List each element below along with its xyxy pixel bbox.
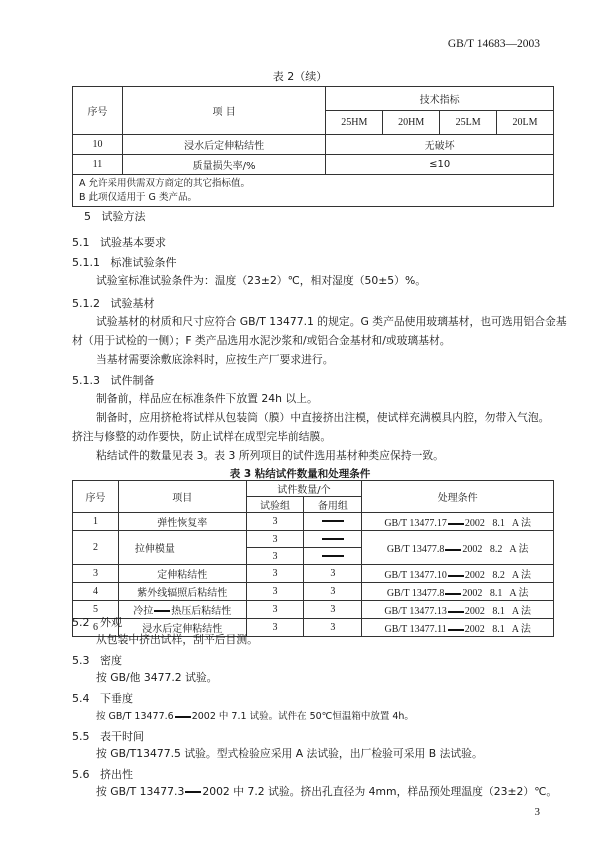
cond-std: GB/T 13477.17 (384, 518, 447, 529)
table3-row-item: 弹性恢复率 (118, 513, 246, 531)
section-title: 下垂度 (100, 692, 133, 705)
paragraph-5-5: 按 GB/T13477.5 试验。型式检验应采用 A 法试验，出厂检验可采用 B 法试验。 (96, 747, 483, 760)
paragraph-5-1-2-line3: 当基材需要涂敷底涂料时，应按生产厂要求进行。 (96, 353, 334, 366)
table2-row-value: ≤10 (326, 155, 554, 175)
section-5-4-heading (72, 690, 133, 706)
cond-clause: 8.2 (489, 544, 503, 555)
section-number: 5.1.1 (72, 256, 100, 269)
dash-mark (448, 575, 464, 577)
table3-caption: 表 3 粘结试件数量和处理条件 (229, 468, 371, 480)
table3-row-spare (304, 513, 362, 531)
section-5-heading (84, 208, 146, 224)
cond-method: A 法 (511, 570, 532, 581)
table-row (73, 135, 554, 155)
table3-row-spare (304, 548, 362, 565)
table2-grade: 20HM (383, 111, 440, 135)
section-5-5-heading (72, 728, 144, 744)
table-row (73, 155, 554, 175)
table2-header-item: 项 目 (122, 87, 325, 135)
table2-row-item: 质量损失率/% (122, 155, 325, 175)
table-row (73, 513, 554, 531)
paragraph-5-1-1 (96, 273, 426, 288)
dash-mark (322, 555, 344, 557)
paragraph-5-3: 按 GB/他 3477.2 试验。 (96, 671, 218, 684)
table3-row-no: 2 (73, 531, 119, 565)
table3-header-spare: 备用组 (304, 497, 362, 513)
section-number: 5.1 (72, 236, 90, 249)
table3-row-cond (362, 531, 554, 565)
section-title: 试验基材 (110, 297, 155, 310)
table2-note: B 此项仅适用于 G 类产品。 (79, 191, 197, 203)
section-title: 标准试验条件 (110, 256, 177, 269)
dash-mark (322, 538, 344, 540)
cond-std: GB/T 13477.10 (384, 570, 447, 581)
table2-grade: 25LM (440, 111, 497, 135)
cond-year: 2002 (462, 588, 483, 599)
table3-row-cond (362, 565, 554, 583)
dash-mark (448, 523, 464, 525)
section-5-6-heading (72, 766, 133, 782)
table3-row-test: 3 (246, 601, 304, 619)
table3-row-cond (362, 601, 554, 619)
dash-mark (445, 593, 461, 595)
table3-row-cond (362, 619, 554, 637)
section-5-1-2-heading (72, 295, 155, 311)
table3-row-no: 5 (73, 601, 119, 619)
table3-row-test: 3 (246, 513, 304, 531)
section-number: 5.6 (72, 768, 90, 781)
paragraph-5-2: 从包装中挤出试样，刮平后目测。 (96, 633, 258, 646)
text-span: 按 GB/T 13477.6 (96, 711, 174, 722)
paragraph-5-6 (96, 784, 557, 799)
cond-method: A 法 (509, 544, 529, 555)
table2-grade: 25HM (326, 111, 383, 135)
item-part: 热压后粘结性 (171, 606, 232, 617)
paragraph-5-1-3-line4: 粘结试件的数量见表 3。表 3 所列项目的试件选用基材种类应保持一致。 (96, 449, 444, 462)
cond-clause: 8.1 (492, 518, 505, 529)
table3-header-cond: 处理条件 (362, 481, 554, 513)
section-number: 5.5 (72, 730, 90, 743)
section-5-1-3-heading (72, 372, 155, 388)
paragraph-5-1-3-line2: 制备时，应用挤枪将试样从包装筒（膜）中直接挤出注模，使试样充满模具内腔，勿带入气泡。 (96, 411, 550, 424)
section-number: 5 (84, 210, 91, 223)
table3-row-test: 3 (246, 548, 304, 565)
section-title: 外观 (100, 616, 122, 629)
dash-mark (322, 520, 344, 522)
section-number: 5.2 (72, 616, 90, 629)
table3-header-count: 试件数量/个 (246, 481, 362, 497)
table-row (73, 531, 554, 548)
table-row (73, 565, 554, 583)
section-number: 5.4 (72, 692, 90, 705)
section-title: 试验方法 (101, 210, 146, 223)
cond-clause: 8.1 (492, 606, 505, 617)
table3-header-no: 序号 (73, 481, 119, 513)
table2-header-spec: 技术指标 (326, 87, 554, 111)
cond-clause: 8.2 (492, 570, 505, 581)
text-span: 2002 中 7.2 试验。挤出孔直径为 4mm，样品预处理温度（23±2）℃。 (202, 785, 558, 798)
dash-mark (154, 610, 170, 612)
cond-year: 2002 (464, 518, 485, 529)
paragraph-5-1-3-line3: 挤注与修整的动作要快，防止试样在成型完毕前结膜。 (72, 430, 332, 443)
table3-row-item (118, 601, 246, 619)
table3-row-spare (304, 531, 362, 548)
paragraph-5-1-2-line1: 试验基材的材质和尺寸应符合 GB/T 13477.1 的规定。G 类产品使用玻璃基材，也可选用铝合金基 (96, 315, 567, 328)
table2-row-value: 无破坏 (326, 135, 554, 155)
table2-grade: 20LM (497, 111, 554, 135)
table3-row-no: 4 (73, 583, 119, 601)
standard-number: GB/T 14683—2003 (447, 38, 540, 50)
section-title: 挤出性 (100, 768, 133, 781)
table3-row-cond (362, 513, 554, 531)
dash-mark (448, 611, 464, 613)
cond-year: 2002 (464, 570, 485, 581)
section-title: 表干时间 (100, 730, 144, 743)
text-span: 试验室标准试验条件为：温度（23±2） (96, 274, 288, 287)
cond-method: A 法 (509, 588, 529, 599)
cond-std: GB/T 13477.13 (384, 606, 447, 617)
dash-mark (185, 791, 201, 793)
cond-clause: 8.1 (489, 588, 503, 599)
section-number: 5.3 (72, 654, 90, 667)
table2-row-no: 11 (73, 155, 123, 175)
table2-note: A 允许采用供需双方商定的其它指标值。 (79, 177, 251, 189)
table3-row-test: 3 (246, 531, 304, 548)
table3-header-item: 项目 (118, 481, 246, 513)
paragraph-5-4 (96, 708, 414, 722)
section-number: 5.1.2 (72, 297, 100, 310)
table2-notes (73, 175, 554, 207)
section-5-1-1-heading (72, 254, 177, 270)
cond-year: 2002 (462, 544, 483, 555)
table3-row-test: 3 (246, 565, 304, 583)
section-title: 密度 (100, 654, 122, 667)
table3-row-item: 浸水后定伸粘结性 (118, 619, 246, 637)
table3-row-spare: 3 (304, 601, 362, 619)
text-span: ℃，相对湿度（50±5）%。 (287, 274, 427, 287)
section-title: 试验基本要求 (100, 236, 166, 249)
table3-header-test: 试验组 (246, 497, 304, 513)
table3-row-no: 1 (73, 513, 119, 531)
cond-std: GB/T 13477.8 (386, 544, 445, 555)
section-number: 5.1.3 (72, 374, 100, 387)
item-part: 冷拉 (133, 606, 154, 617)
section-title: 试件制备 (110, 374, 155, 387)
table3-row-spare: 3 (304, 565, 362, 583)
dash-mark (175, 716, 191, 718)
text-span: 按 GB/T 13477.3 (96, 785, 185, 798)
table2-row-no: 10 (73, 135, 123, 155)
page-number: 3 (534, 806, 540, 818)
section-5-2-heading (72, 614, 122, 630)
table-row (73, 601, 554, 619)
cond-clause: 8.1 (492, 624, 505, 635)
cond-method: A 法 (511, 518, 532, 529)
text-span: 2002 中 7.1 试验。试件在 50℃恒温箱中放置 4h。 (191, 711, 414, 722)
table3-row-cond (362, 583, 554, 601)
table3-row-test: 3 (246, 619, 304, 637)
table3 (72, 480, 554, 637)
table3-row-item: 紫外线辐照后粘结性 (118, 583, 246, 601)
cond-method: A 法 (511, 624, 531, 635)
table-row (73, 583, 554, 601)
section-5-1-heading (72, 234, 166, 250)
table3-row-item: 定伸粘结性 (118, 565, 246, 583)
table2-header-no: 序号 (73, 87, 123, 135)
cond-year: 2002 (464, 606, 485, 617)
table3-row-item: 拉伸模量 (118, 531, 246, 565)
table2-caption: 表 2（续） (272, 70, 328, 83)
table3-row-spare: 3 (304, 619, 362, 637)
table2 (72, 86, 554, 207)
table3-row-test: 3 (246, 583, 304, 601)
table2-row-item: 浸水后定伸粘结性 (122, 135, 325, 155)
table3-row-no: 6 (73, 619, 119, 637)
dash-mark (445, 549, 461, 551)
dash-mark (448, 629, 464, 631)
cond-std: GB/T 13477.11 (384, 624, 447, 635)
cond-std: GB/T 13477.8 (386, 588, 445, 599)
paragraph-5-1-2-line2: 材（用于试检的一侧）；F 类产品选用水泥沙浆和/或铝合金基材和/或玻璃基材。 (72, 334, 451, 347)
table3-row-no: 3 (73, 565, 119, 583)
cond-year: 2002 (464, 624, 485, 635)
section-5-3-heading (72, 652, 122, 668)
cond-method: A 法 (511, 606, 532, 617)
paragraph-5-1-3-line1: 制备前，样品应在标准条件下放置 24h 以上。 (96, 392, 318, 405)
table3-row-spare: 3 (304, 583, 362, 601)
